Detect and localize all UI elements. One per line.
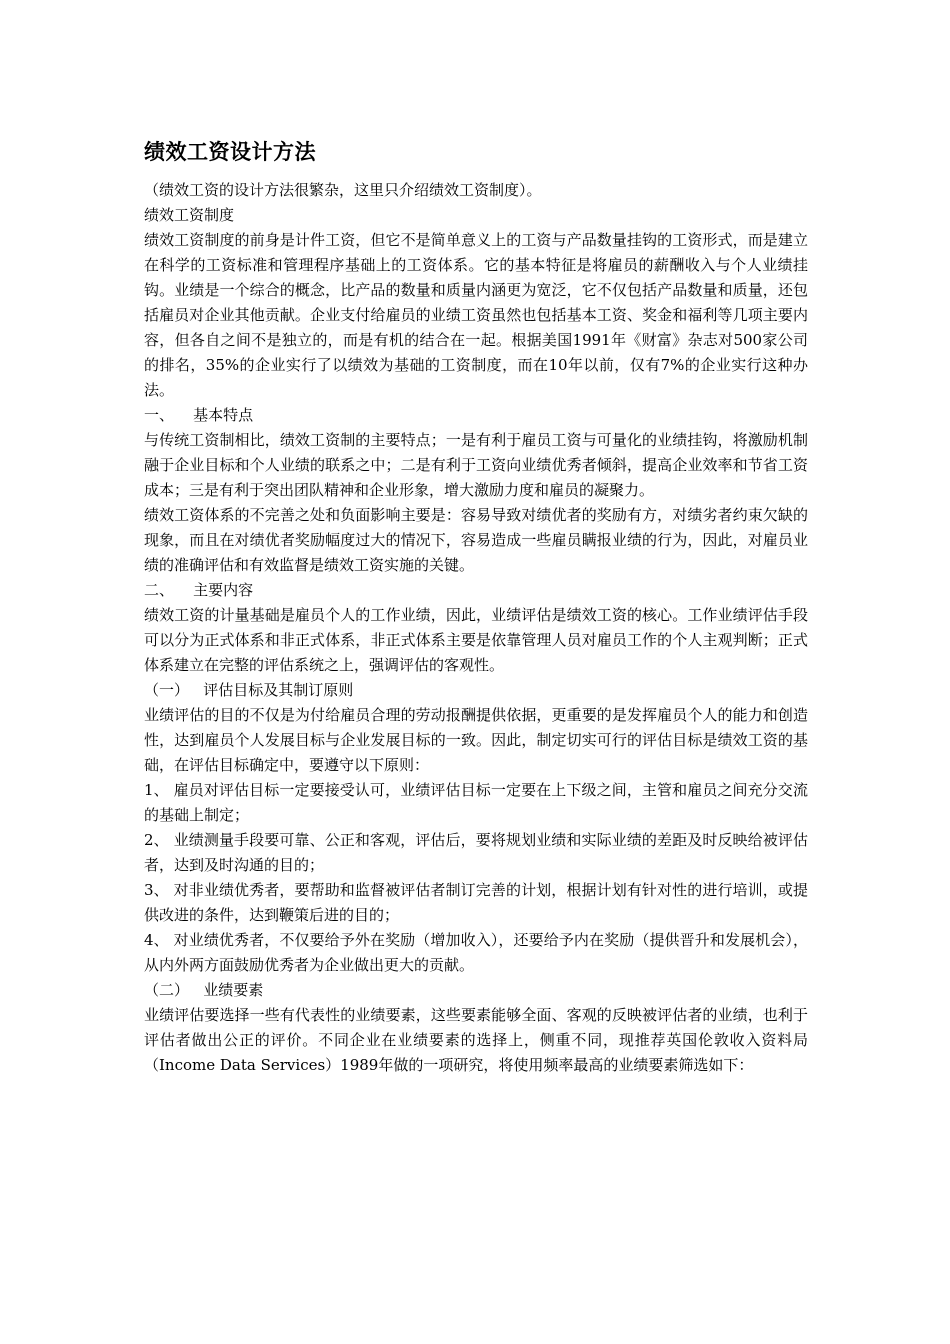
document-title: 绩效工资设计方法 (144, 140, 316, 164)
heading-main-content: 二、 主要内容 (144, 581, 254, 599)
principle-item-3: 3、 对非业绩优秀者，要帮助和监督被评估者制订完善的计划，根据计划有针对性的进行培训，或提供改进的条件，达到鞭策后进的目的； (144, 881, 808, 924)
subheading-evaluation-goals: （一） 评估目标及其制订原则 (144, 681, 354, 699)
heading-basic-features: 一、 基本特点 (144, 406, 254, 424)
principle-item-1: 1、 雇员对评估目标一定要接受认可，业绩评估目标一定要在上下级之间，主管和雇员之间充分交流的基础上制定； (144, 781, 808, 824)
overview-paragraph: 绩效工资制度的前身是计件工资，但它不是简单意义上的工资与产品数量挂钩的工资形式，而是建立在科学的工资标准和管理程序基础上的工资体系。它的基本特征是将雇员的薪酬收入与个人业绩挂钩。业绩是一个综合的概念，比产品的数量和质量内涵更为宽泛，它不仅包括产品数量和质量，还包括雇员对企业其他贡献。企业支付给雇员的业绩工资虽然也包括基本工资、奖金和福利等几项主要内容，但各自之间不是独立的，而是有机的结合在一起。根据美国1991年《财富》杂志对500家公司的排名，35%的企业实行了以绩效为基础的工资制度，而在10年以前，仅有7%的企业实行这种办法。 (144, 231, 808, 399)
document-page (144, 132, 808, 1078)
subheading-performance-factors: （二） 业绩要素 (144, 981, 264, 999)
principle-item-4: 4、 对业绩优秀者，不仅要给予外在奖励（增加收入），还要给予内在奖励（提供晋升和发展机会），从内外两方面鼓励优秀者为企业做出更大的贡献。 (144, 931, 808, 974)
features-paragraph: 与传统工资制相比，绩效工资制的主要特点；一是有利于雇员工资与可量化的业绩挂钩，将激励机制融于企业目标和个人业绩的联系之中；二是有利于工资向业绩优秀者倾斜，提高企业效率和节省工资成本；三是有利于突出团队精神和企业形象，增大激励力度和雇员的凝聚力。 (144, 431, 808, 499)
performance-factors-paragraph: 业绩评估要选择一些有代表性的业绩要素，这些要素能够全面、客观的反映被评估者的业绩，也利于评估者做出公正的评价。不同企业在业绩要素的选择上，侧重不同，现推荐英国伦敦收入资料局（Income Data Services）1989年做的一项研究，将使用频率最高的业绩要素筛选如下： (144, 1006, 808, 1074)
section-label: 绩效工资制度 (144, 206, 235, 224)
evaluation-goals-paragraph: 业绩评估的目的不仅是为付给雇员合理的劳动报酬提供依据，更重要的是发挥雇员个人的能力和创造性，达到雇员个人发展目标与企业发展目标的一致。因此，制定切实可行的评估目标是绩效工资的基础，在评估目标确定中，要遵守以下原则： (144, 706, 808, 774)
drawbacks-paragraph: 绩效工资体系的不完善之处和负面影响主要是：容易导致对绩优者的奖励有方，对绩劣者约束欠缺的现象，而且在对绩优者奖励幅度过大的情况下，容易造成一些雇员瞒报业绩的行为，因此，对雇员业绩的准确评估和有效监督是绩效工资实施的关键。 (144, 506, 808, 574)
principle-item-2: 2、 业绩测量手段要可靠、公正和客观，评估后，要将规划业绩和实际业绩的差距及时反映给被评估者，达到及时沟通的目的； (144, 831, 808, 874)
intro-note: （绩效工资的设计方法很繁杂，这里只介绍绩效工资制度）。 (144, 181, 542, 199)
main-content-paragraph: 绩效工资的计量基础是雇员个人的工作业绩，因此，业绩评估是绩效工资的核心。工作业绩评估手段可以分为正式体系和非正式体系，非正式体系主要是依靠管理人员对雇员工作的个人主观判断；正式体系建立在完整的评估系统之上，强调评估的客观性。 (144, 606, 808, 674)
